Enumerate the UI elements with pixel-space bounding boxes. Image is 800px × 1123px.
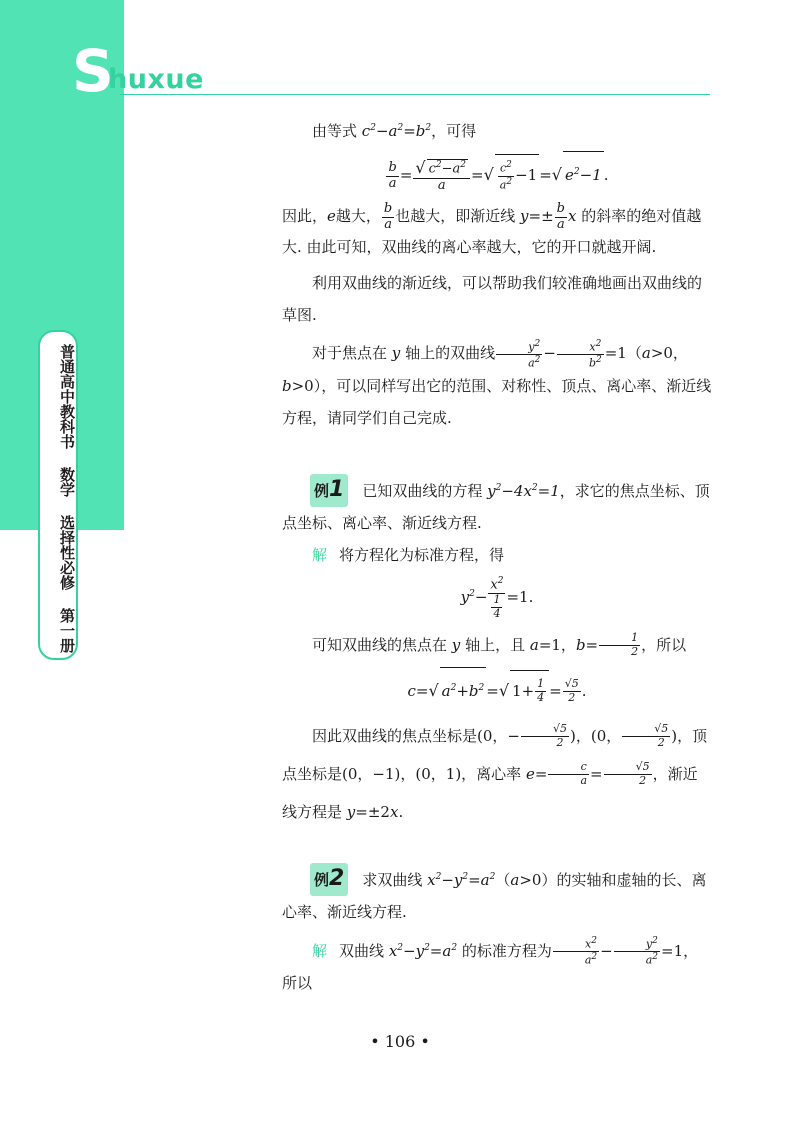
paragraph: 对于焦点在 y 轴上的双曲线 $\frac{y^2}{a^2}$ − $\frac{x^2}{b^2}$ =1（a>0，b>0），可以同样写出它的范围、对称性、顶点、离心率、渐近线方程，请同学们自己完成. (282, 338, 712, 428)
paragraph: 因此双曲线的焦点坐标是(0，− $\frac{√5}{2}$ )，(0， $\frac{√5}{2}$ )，顶点坐标是(0，−1)，(0，1)，离心率 e= $\frac{c}{a}$ = $\frac{√5}{2}$ ，渐近线方程是 y=±2x. (282, 722, 708, 821)
book-title: 普通高中教科书 数学 选择性必修 第一册 (58, 344, 76, 653)
paragraph: 利用双曲线的渐近线，可以帮助我们较准确地画出双曲线的草图. (282, 274, 703, 325)
example-2: 例2 求双曲线 $x^2-y^2=a^2(a>0)$的实轴和虚轴的长、离心率、渐近线方程. (282, 861, 712, 928)
page-number: • 106 • (370, 1032, 430, 1051)
equation: $\frac{b}{a}$ = $\frac{√ c^2-a^2}{a}$ =√ $\frac{c^2}{a^2}$ −1 =√ $e^2-1$ . (282, 151, 712, 195)
paragraph: 由等式 $c^2-a^2=b^2$，可得 (312, 122, 477, 140)
solution-label: 解 (312, 941, 328, 960)
equation: c=√ $a^2+b^2$ =√ 1+ $\frac{1}{4}$ = $\frac{√5}{2}$ . (282, 667, 712, 711)
example-badge: 例1 (310, 474, 348, 507)
paragraph: 因此，e越大， $\frac{b}{a}$ 也越大，即渐近线 y=± $\frac{b}{a}$ x 的斜率的绝对值越大. 由此可知，双曲线的离心率越大，它的开口就越开阔. (282, 200, 702, 257)
solution-label: 解 (312, 546, 328, 565)
solution-1: 解 将方程化为标准方程，得 (312, 546, 505, 565)
page-content (282, 0, 712, 999)
paragraph: 可知双曲线的焦点在 y 轴上，且 a=1，b= $\frac{1}{2}$ ，所以 (312, 631, 687, 658)
book-title-tab (38, 330, 78, 660)
example-1: 例1 已知双曲线的方程 $y^2-4x^2=1$，求它的焦点坐标、顶点坐标、离心率、渐近线方程. (282, 472, 712, 539)
solution-2: 解 双曲线 $x^2-y^2=a^2$ 的标准方程为 $\frac{x^2}{a^2}$ − $\frac{y^2}{a^2}$ =1，所以 (282, 935, 699, 993)
brand-text: huxue (108, 64, 204, 95)
brand-letter: S (72, 37, 114, 105)
equation: $y^2-$ $\frac{x^2}{\frac{1}{4}}$ =1. (460, 575, 534, 620)
example-badge: 例2 (310, 863, 348, 896)
